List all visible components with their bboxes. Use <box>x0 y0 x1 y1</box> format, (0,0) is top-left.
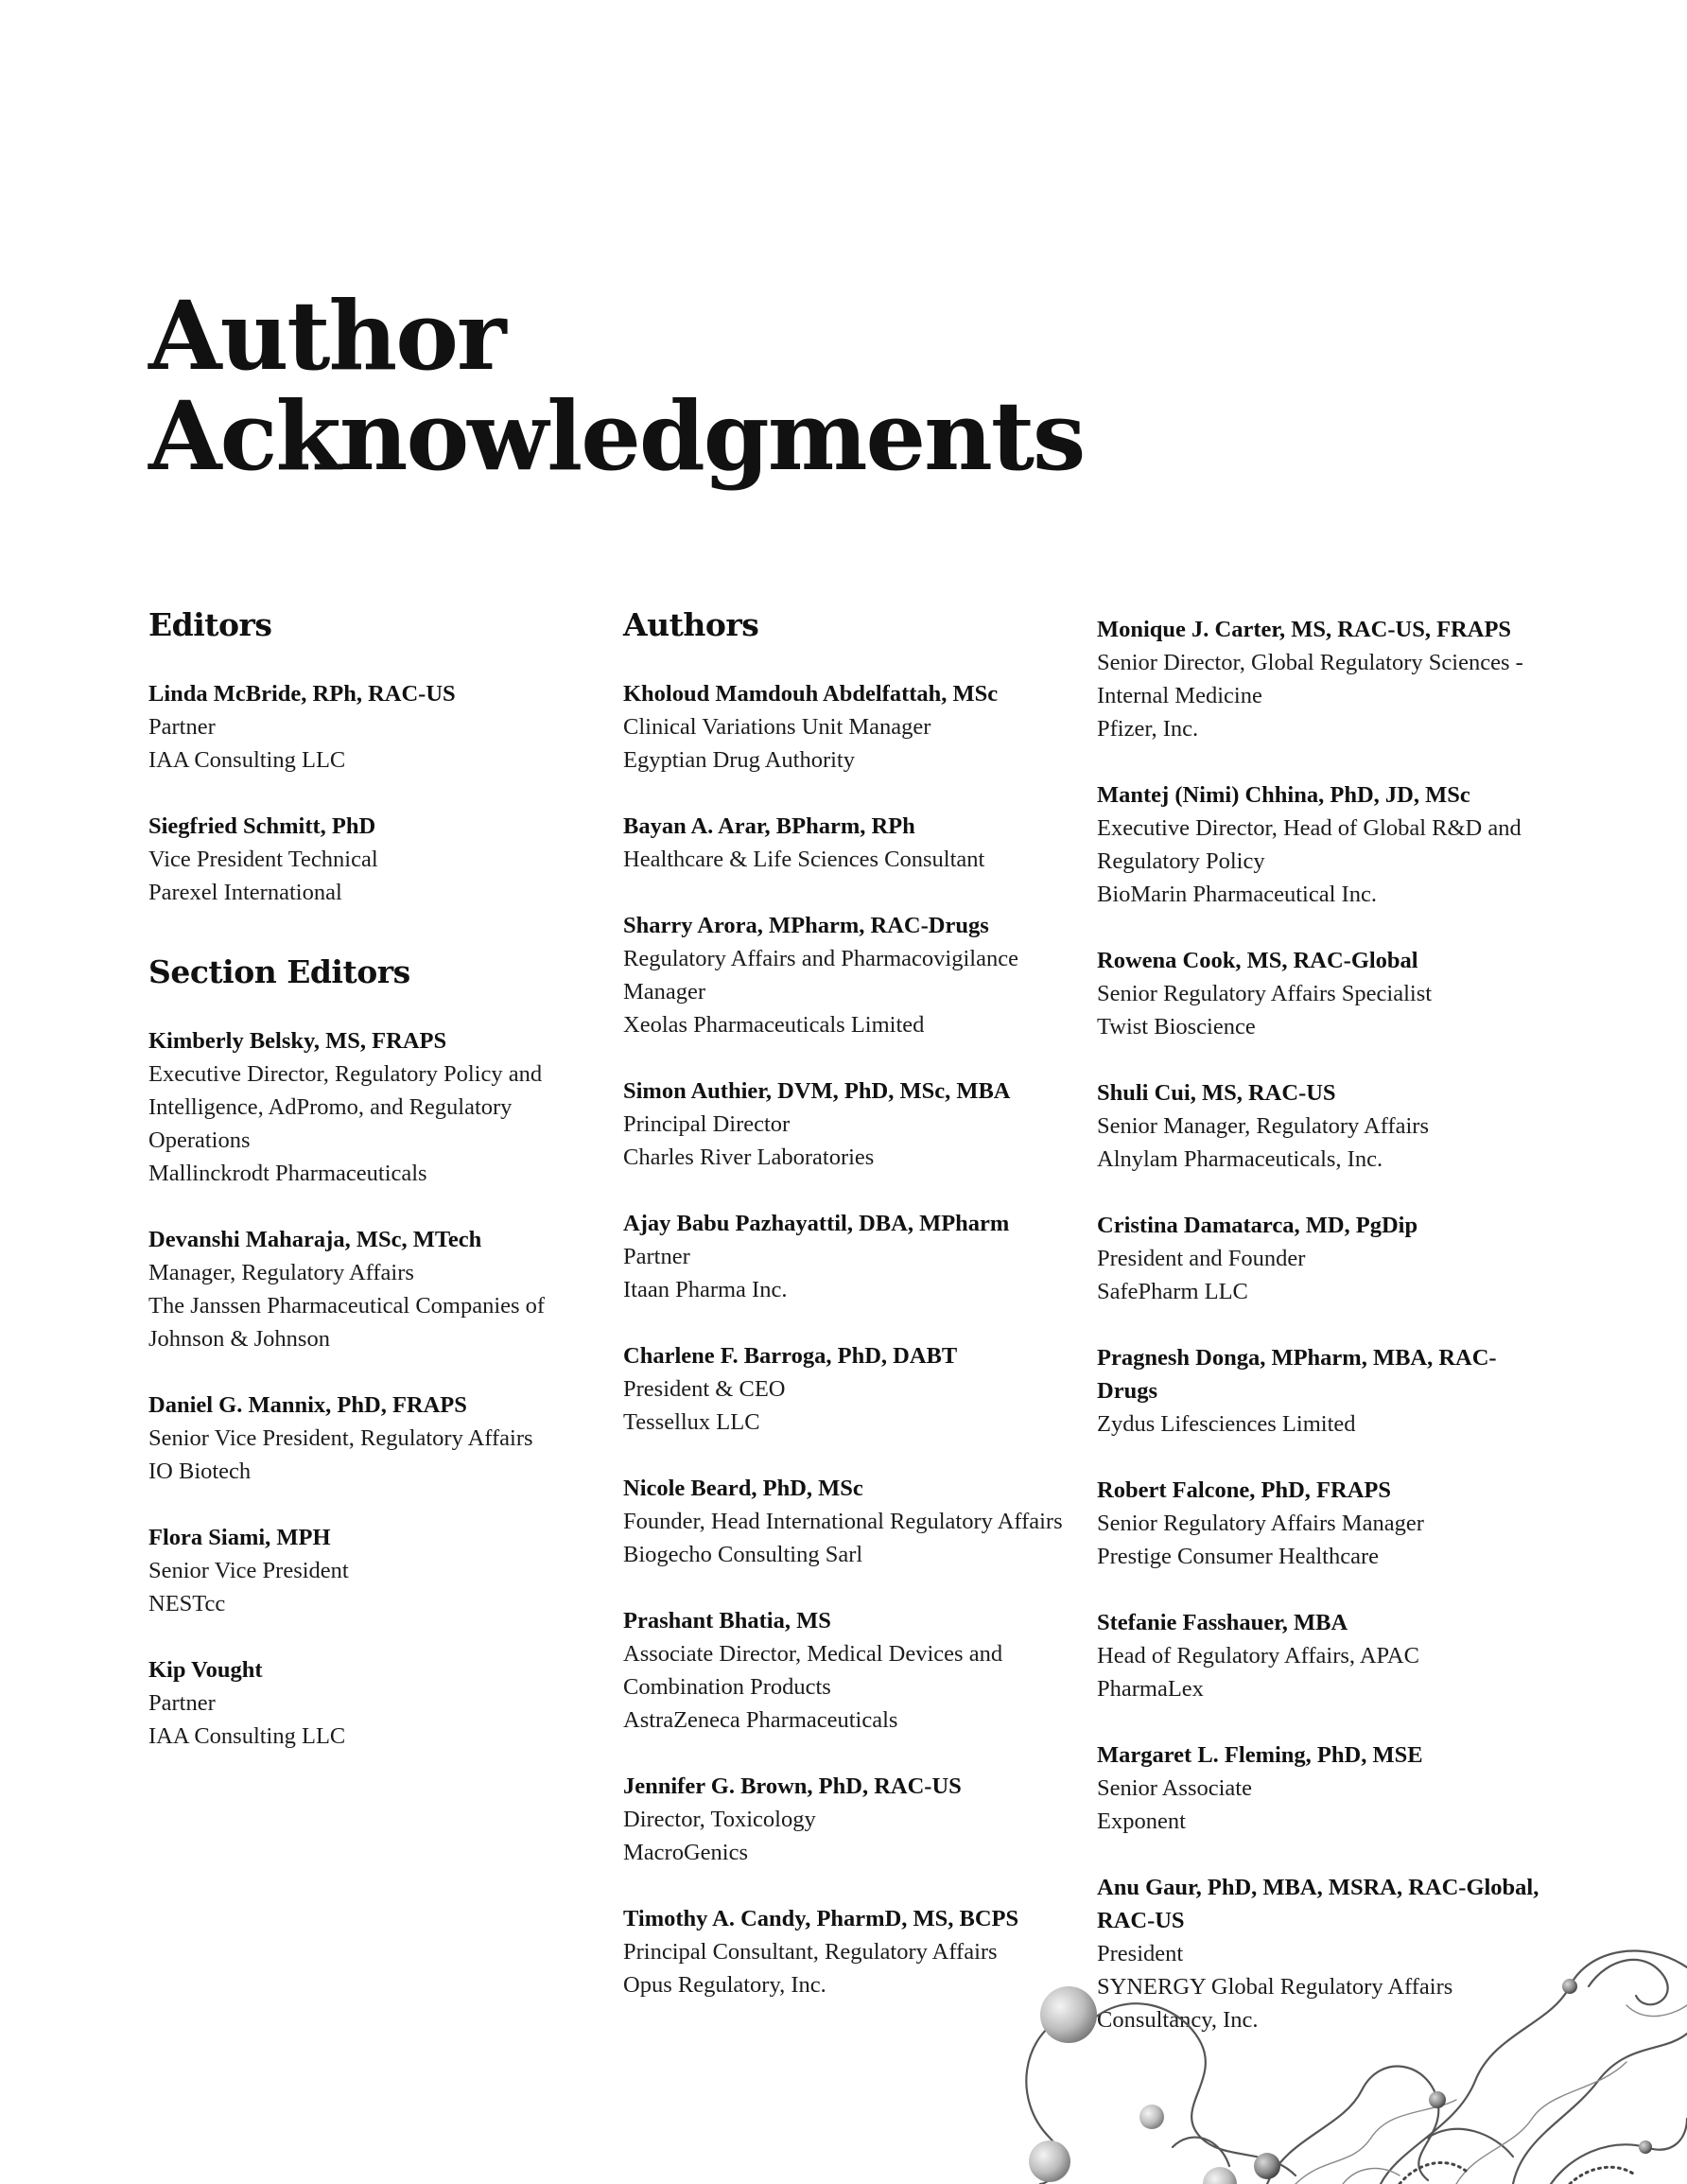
person-name: Kip Vought <box>148 1657 263 1683</box>
person-role: Healthcare & Life Sciences Consultant <box>623 847 985 872</box>
person-role: Vice President Technical <box>148 847 378 872</box>
person-entry <box>1097 1076 1541 1176</box>
person-role: President and Founder <box>1097 1246 1306 1271</box>
person-name: Pragnesh Donga, MPharm, MBA, RAC-Drugs <box>1097 1345 1497 1404</box>
person-name: Shuli Cui, MS, RAC-US <box>1097 1080 1336 1106</box>
person-entry <box>623 1207 1068 1306</box>
person-role: Senior Regulatory Affairs Manager <box>1097 1511 1424 1536</box>
person-entry <box>148 810 593 909</box>
person-role: Senior Director, Global Regulatory Sciences - Internal Medicine <box>1097 650 1523 708</box>
person-name: Siegfried Schmitt, PhD <box>148 813 376 839</box>
person-organization: Prestige Consumer Healthcare <box>1097 1544 1379 1569</box>
person-role: Manager, Regulatory Affairs <box>148 1260 414 1285</box>
person-organization: AstraZeneca Pharmaceuticals <box>623 1707 898 1733</box>
person-name: Mantej (Nimi) Chhina, PhD, JD, MSc <box>1097 782 1470 808</box>
person-role: Senior Manager, Regulatory Affairs <box>1097 1113 1430 1139</box>
section-editors-list <box>148 1024 593 1753</box>
person-entry <box>623 1339 1068 1439</box>
person-role: Partner <box>148 714 216 740</box>
person-organization: Xeolas Pharmaceuticals Limited <box>623 1012 925 1038</box>
page-title-line-2: Acknowledgments <box>148 380 1085 492</box>
person-name: Sharry Arora, MPharm, RAC-Drugs <box>623 913 989 938</box>
person-name: Monique J. Carter, MS, RAC-US, FRAPS <box>1097 617 1512 642</box>
person-role: Regulatory Affairs and Pharmacovigilance Manager <box>623 946 1018 1005</box>
person-organization: Biogecho Consulting Sarl <box>623 1542 863 1567</box>
column-authors-a <box>623 605 1068 2035</box>
person-role: Partner <box>623 1244 690 1269</box>
person-name: Rowena Cook, MS, RAC-Global <box>1097 948 1418 973</box>
person-entry <box>623 1075 1068 1174</box>
person-role: Associate Director, Medical Devices and Combination Products <box>623 1641 1003 1700</box>
person-name: Timothy A. Candy, PharmD, MS, BCPS <box>623 1906 1019 1931</box>
person-role: Clinical Variations Unit Manager <box>623 714 931 740</box>
person-entry <box>148 1024 593 1190</box>
person-organization: Tessellux LLC <box>623 1409 760 1435</box>
person-entry <box>148 1223 593 1355</box>
person-role: Senior Associate <box>1097 1775 1252 1801</box>
person-entry <box>623 909 1068 1041</box>
page-title-line-1: Author <box>148 280 505 392</box>
person-organization: IO Biotech <box>148 1459 252 1484</box>
person-role: President & CEO <box>623 1376 786 1402</box>
person-entry <box>148 1521 593 1620</box>
person-name: Daniel G. Mannix, PhD, FRAPS <box>148 1392 467 1418</box>
person-name: Margaret L. Fleming, PhD, MSE <box>1097 1742 1423 1768</box>
person-name: Simon Authier, DVM, PhD, MSc, MBA <box>623 1078 1011 1104</box>
person-organization: MacroGenics <box>623 1840 748 1865</box>
person-entry <box>623 677 1068 777</box>
column-editors <box>148 605 593 1786</box>
person-organization: Itaan Pharma Inc. <box>623 1277 788 1302</box>
person-name: Bayan A. Arar, BPharm, RPh <box>623 813 915 839</box>
person-organization: Pfizer, Inc. <box>1097 716 1199 742</box>
person-name: Robert Falcone, PhD, FRAPS <box>1097 1477 1391 1503</box>
person-role: Senior Regulatory Affairs Specialist <box>1097 981 1433 1006</box>
person-role: Senior Vice President <box>148 1558 349 1583</box>
person-entry <box>623 1604 1068 1737</box>
person-entry <box>1097 1474 1541 1573</box>
person-role: President <box>1097 1941 1184 1966</box>
person-organization: IAA Consulting LLC <box>148 1723 346 1749</box>
editors-list <box>148 677 593 909</box>
person-organization: SafePharm LLC <box>1097 1279 1248 1304</box>
person-name: Anu Gaur, PhD, MBA, MSRA, RAC-Global, RAC-US <box>1097 1875 1539 1933</box>
person-entry <box>1097 613 1541 745</box>
person-name: Charlene F. Barroga, PhD, DABT <box>623 1343 958 1369</box>
person-name: Nicole Beard, PhD, MSc <box>623 1476 863 1501</box>
person-organization: IAA Consulting LLC <box>148 747 346 773</box>
authors-list-a <box>623 677 1068 2001</box>
person-role: Zydus Lifesciences Limited <box>1097 1411 1356 1437</box>
person-entry <box>1097 944 1541 1043</box>
person-organization: Egyptian Drug Authority <box>623 747 855 773</box>
person-name: Kimberly Belsky, MS, FRAPS <box>148 1028 447 1054</box>
person-name: Stefanie Fasshauer, MBA <box>1097 1610 1348 1635</box>
person-organization: Opus Regulatory, Inc. <box>623 1972 826 1998</box>
person-name: Prashant Bhatia, MS <box>623 1608 831 1634</box>
person-organization: Twist Bioscience <box>1097 1014 1256 1040</box>
person-entry <box>623 810 1068 876</box>
person-entry <box>623 1472 1068 1571</box>
person-organization: PharmaLex <box>1097 1676 1204 1702</box>
person-role: Senior Vice President, Regulatory Affairs <box>148 1425 533 1451</box>
molecule-illustration <box>983 1948 1687 2184</box>
person-entry <box>148 1389 593 1488</box>
person-entry <box>1097 1738 1541 1838</box>
person-name: Jennifer G. Brown, PhD, RAC-US <box>623 1773 962 1799</box>
column-authors-b <box>1097 613 1541 2070</box>
person-role: Executive Director, Head of Global R&D and Regulatory Policy <box>1097 815 1522 874</box>
person-role: Founder, Head International Regulatory Affairs <box>623 1509 1063 1534</box>
person-name: Kholoud Mamdouh Abdelfattah, MSc <box>623 681 999 707</box>
person-role: Head of Regulatory Affairs, APAC <box>1097 1643 1419 1669</box>
person-role: Partner <box>148 1690 216 1716</box>
page-title <box>148 280 1085 492</box>
person-name: Ajay Babu Pazhayattil, DBA, MPharm <box>623 1211 1010 1236</box>
person-entry <box>623 1770 1068 1869</box>
person-organization: NESTcc <box>148 1591 226 1616</box>
person-organization: Alnylam Pharmaceuticals, Inc. <box>1097 1146 1383 1172</box>
person-name: Linda McBride, RPh, RAC-US <box>148 681 456 707</box>
person-organization: Parexel International <box>148 880 342 905</box>
person-entry <box>1097 1341 1541 1441</box>
person-name: Flora Siami, MPH <box>148 1525 331 1550</box>
person-organization: Exponent <box>1097 1808 1186 1834</box>
person-entry <box>148 1653 593 1753</box>
authors-list-b <box>1097 613 1541 2036</box>
person-role: Principal Director <box>623 1111 791 1137</box>
person-entry <box>1097 1209 1541 1308</box>
person-organization: Charles River Laboratories <box>623 1144 875 1170</box>
person-role: Principal Consultant, Regulatory Affairs <box>623 1939 998 1965</box>
editors-heading: Editors <box>148 606 272 643</box>
person-organization: Mallinckrodt Pharmaceuticals <box>148 1161 427 1186</box>
person-entry <box>1097 1606 1541 1705</box>
person-role: Director, Toxicology <box>623 1807 816 1832</box>
person-name: Cristina Damatarca, MD, PgDip <box>1097 1213 1418 1238</box>
person-organization: The Janssen Pharmaceutical Companies of Johnson & Johnson <box>148 1293 546 1352</box>
authors-heading: Authors <box>623 606 759 643</box>
person-entry <box>1097 778 1541 911</box>
person-organization: SYNERGY Global Regulatory Affairs Consultancy, Inc. <box>1097 1974 1453 2033</box>
person-name: Devanshi Maharaja, MSc, MTech <box>148 1227 482 1252</box>
person-role: Executive Director, Regulatory Policy and Intelligence, AdPromo, and Regulatory Operations <box>148 1061 543 1153</box>
section-editors-heading: Section Editors <box>148 953 410 990</box>
person-organization: BioMarin Pharmaceutical Inc. <box>1097 882 1377 907</box>
person-entry <box>148 677 593 777</box>
